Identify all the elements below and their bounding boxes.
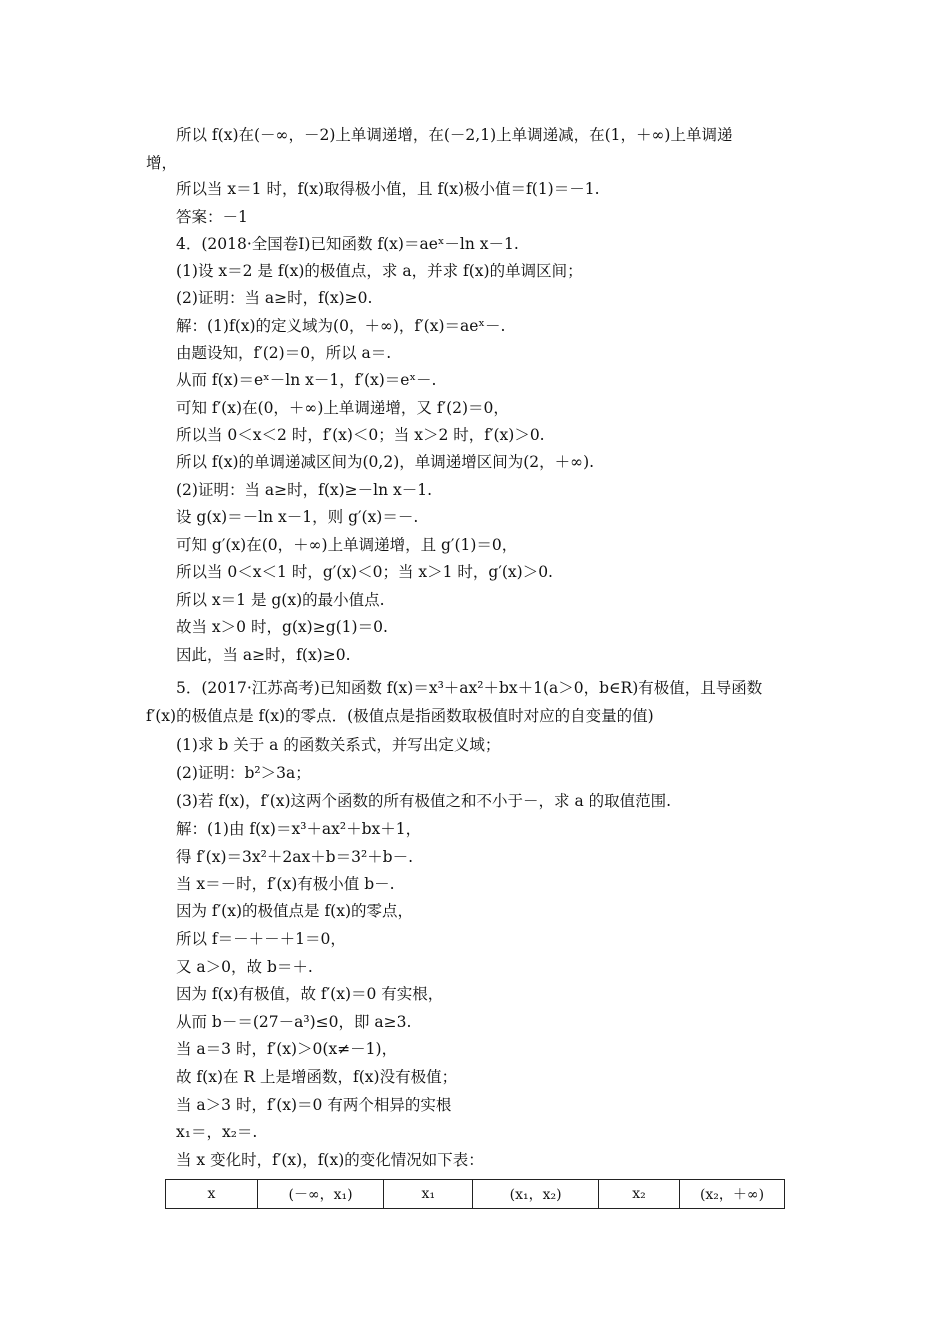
text-line: 解：(1)f(x)的定义域为(0，＋∞)，f′(x)＝aeˣ－. bbox=[176, 317, 506, 335]
text-line: (1)求 b 关于 a 的函数关系式，并写出定义域； bbox=[176, 736, 501, 754]
text-line: 当 x＝－时，f′(x)有极小值 b－. bbox=[176, 875, 395, 893]
text-line: 5．(2017·江苏高考)已知函数 f(x)＝x³＋ax²＋bx＋1(a＞0，b∈R)有极值，且导函数 bbox=[176, 679, 763, 697]
text-line: 因为 f(x)有极值，故 f′(x)＝0 有实根， bbox=[176, 985, 444, 1003]
text-line: 可知 f′(x)在(0，＋∞)上单调递增，又 f′(2)＝0， bbox=[176, 399, 509, 417]
text-line: x₁＝，x₂＝. bbox=[176, 1123, 258, 1141]
text-line: 所以 x＝1 是 g(x)的最小值点. bbox=[176, 591, 385, 609]
text-line: f′(x)的极值点是 f(x)的零点．(极值点是指函数取极值时对应的自变量的值) bbox=[146, 707, 654, 725]
text-line: 因此，当 a≥时，f(x)≥0. bbox=[176, 646, 351, 664]
text-line: 4．(2018·全国卷Ⅰ)已知函数 f(x)＝aeˣ－ln x－1. bbox=[176, 235, 519, 253]
text-line: 所以 f＝－＋－＋1＝0， bbox=[176, 930, 346, 948]
text-line: 解：(1)由 f(x)＝x³＋ax²＋bx＋1， bbox=[176, 820, 422, 838]
text-line: 所以 f(x)的单调递减区间为(0,2)，单调递增区间为(2，＋∞). bbox=[176, 453, 595, 471]
text-line: 从而 b－＝(27－a³)≤0，即 a≥3. bbox=[176, 1013, 412, 1031]
text-line: 又 a＞0，故 b＝＋. bbox=[176, 958, 313, 976]
text-line: 所以当 0＜x＜1 时，g′(x)＜0；当 x＞1 时，g′(x)＞0. bbox=[176, 563, 553, 581]
text-line: 故 f(x)在 R 上是增函数，f(x)没有极值； bbox=[176, 1068, 458, 1086]
text-line: (2)证明：当 a≥时，f(x)≥0. bbox=[176, 289, 373, 307]
table-cell: x bbox=[166, 1180, 258, 1209]
table-cell: (x₂，＋∞) bbox=[679, 1180, 784, 1209]
table-row bbox=[166, 1180, 785, 1209]
text-line: 当 x 变化时，f′(x)，f(x)的变化情况如下表： bbox=[176, 1151, 484, 1169]
text-line: 当 a＝3 时，f′(x)＞0(x≠－1)， bbox=[176, 1040, 398, 1058]
text-line: 从而 f(x)＝eˣ－ln x－1，f′(x)＝eˣ－. bbox=[176, 371, 437, 389]
text-line: 所以 f(x)在(－∞，－2)上单调递增，在(－2,1)上单调递减，在(1，＋∞)上单调递 bbox=[176, 126, 733, 144]
text-line: 答案：－1 bbox=[176, 208, 248, 226]
text-line: (3)若 f(x)，f′(x)这两个函数的所有极值之和不小于－，求 a 的取值范围. bbox=[176, 792, 672, 810]
table-cell: (x₁，x₂) bbox=[473, 1180, 599, 1209]
text-line: 得 f′(x)＝3x²＋2ax＋b＝3²＋b－. bbox=[176, 848, 414, 866]
text-line: 增， bbox=[146, 154, 178, 172]
table-cell: x₁ bbox=[384, 1180, 473, 1209]
text-line: 由题设知，f′(2)＝0，所以 a＝. bbox=[176, 344, 392, 362]
text-line: 可知 g′(x)在(0，＋∞)上单调递增，且 g′(1)＝0， bbox=[176, 536, 518, 554]
text-line: 所以当 x＝1 时，f(x)取得极小值，且 f(x)极小值＝f(1)＝－1. bbox=[176, 180, 600, 198]
table-cell: (－∞，x₁) bbox=[257, 1180, 384, 1209]
text-line: 所以当 0＜x＜2 时，f′(x)＜0；当 x＞2 时，f′(x)＞0. bbox=[176, 426, 545, 444]
table-cell: x₂ bbox=[598, 1180, 679, 1209]
text-line: 因为 f′(x)的极值点是 f(x)的零点， bbox=[176, 902, 414, 920]
variation-table bbox=[165, 1179, 785, 1209]
text-line: 当 a＞3 时，f′(x)＝0 有两个相异的实根 bbox=[176, 1096, 452, 1114]
text-line: (2)证明：b²＞3a； bbox=[176, 764, 311, 782]
text-line: 故当 x＞0 时，g(x)≥g(1)＝0. bbox=[176, 618, 388, 636]
text-line: (1)设 x＝2 是 f(x)的极值点，求 a，并求 f(x)的单调区间； bbox=[176, 262, 583, 280]
text-line: 设 g(x)＝－ln x－1，则 g′(x)＝－. bbox=[176, 508, 419, 526]
text-line: (2)证明：当 a≥时，f(x)≥－ln x－1. bbox=[176, 481, 433, 499]
